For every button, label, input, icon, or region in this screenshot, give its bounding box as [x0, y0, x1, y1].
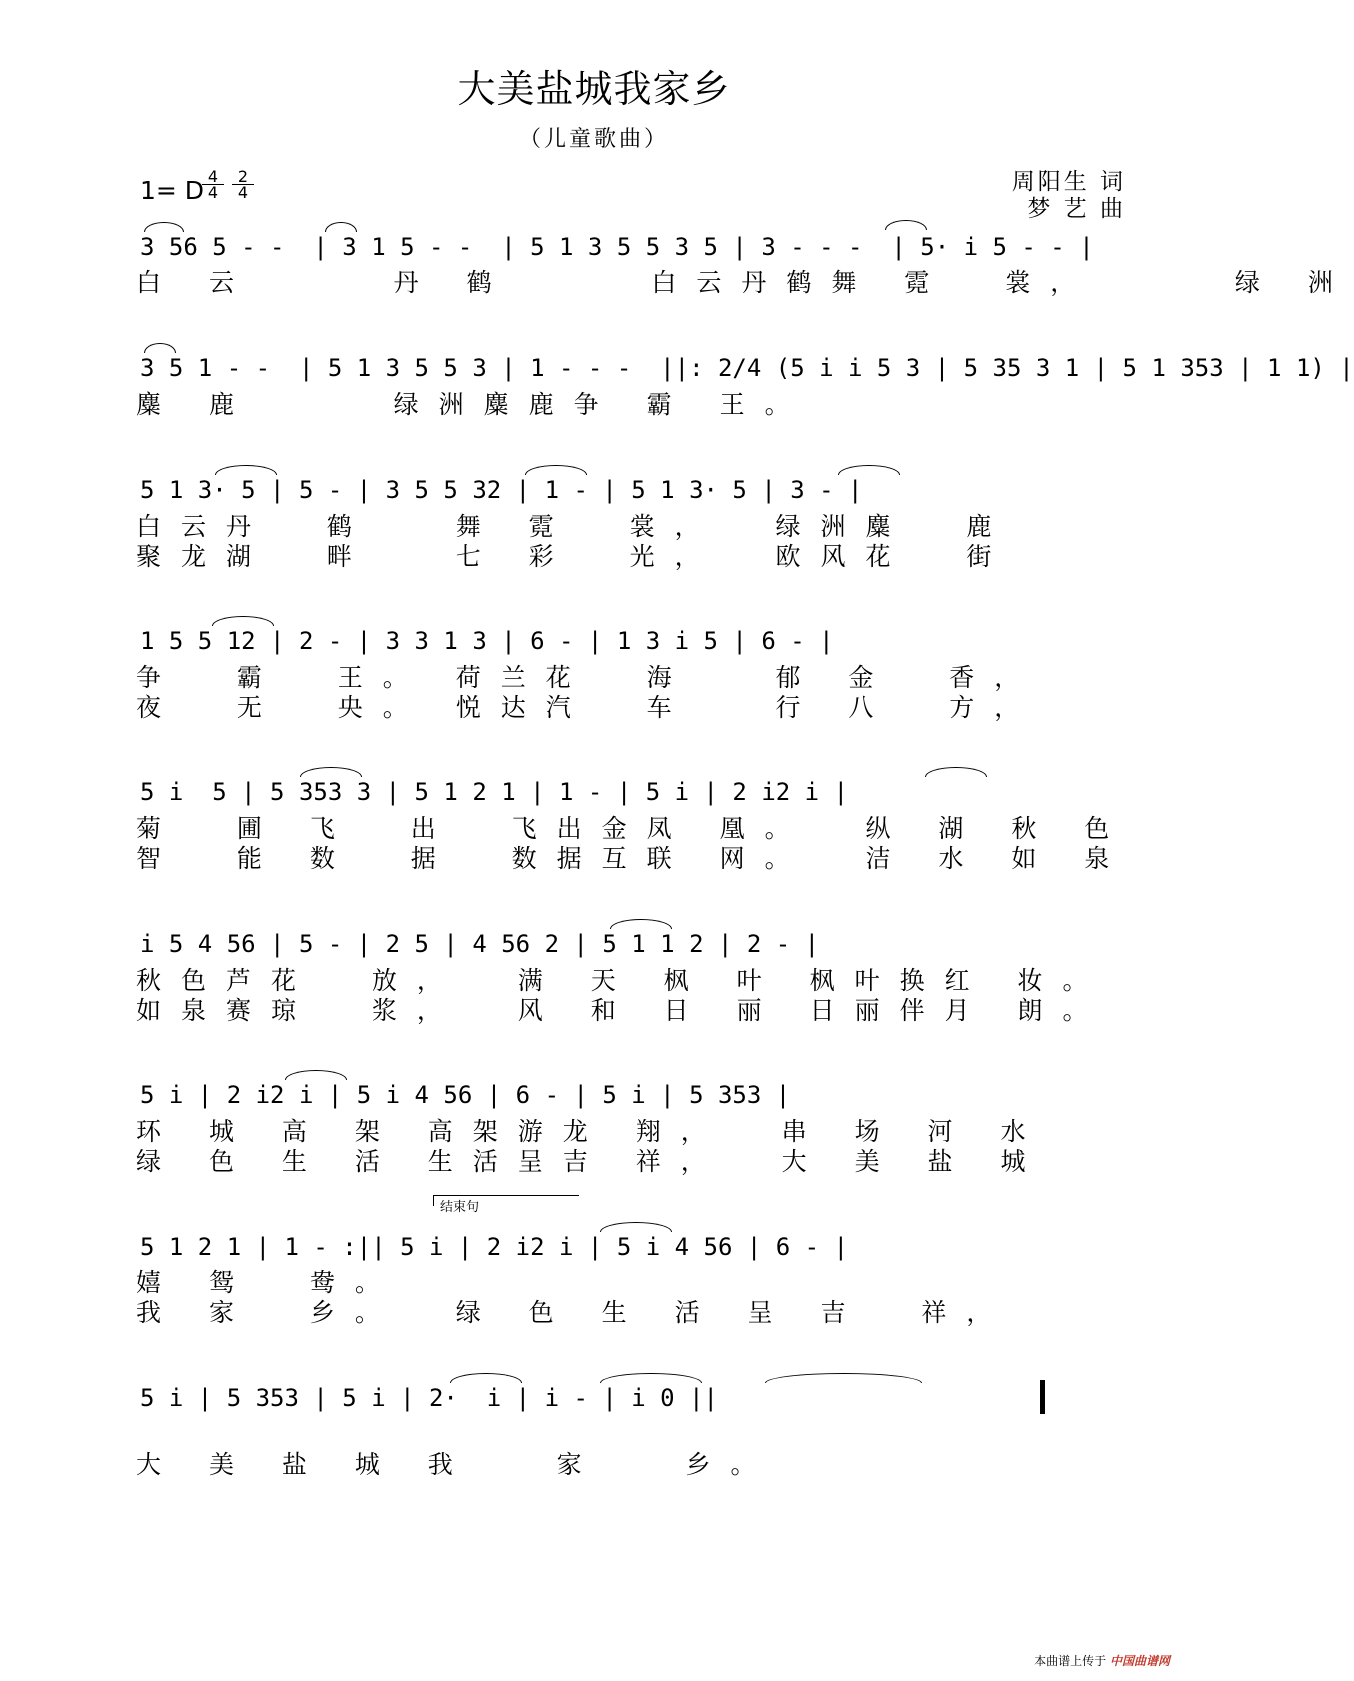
slur	[600, 1222, 672, 1232]
time-signature-2-4: 2 4	[232, 169, 254, 200]
slur	[885, 220, 927, 230]
lyricist-credit: 周阳生 词	[1011, 169, 1126, 195]
lyrics-line-3-verse-2: 聚龙湖 畔 七 彩 光， 欧风花 街	[136, 542, 1012, 571]
lyrics-line-8-verse-1: 嬉 鸳 鸯。	[136, 1268, 400, 1297]
slur	[525, 465, 587, 475]
key-signature: 1= D	[140, 176, 205, 205]
slur	[838, 465, 900, 475]
slur	[212, 616, 274, 626]
lyrics-line-2: 麋 鹿 绿洲麋鹿争 霸 王。	[136, 390, 810, 419]
notation-line-1: 3 56 5 - - | 3 1 5 - - | 5 1 3 5 5 3 5 | 3 - - - | 5· i 5 - - |	[140, 233, 1094, 261]
slur	[765, 1373, 922, 1383]
lyrics-line-7-verse-1: 环 城 高 架 高架游龙 翔， 串 场 河 水	[136, 1117, 1046, 1146]
notation-line-2: 3 5 1 - - | 5 1 3 5 5 3 | 1 - - - ||: 2/4 (5 i i 5 3 | 5 35 3 1 | 5 1 353 | 1 1) |	[140, 354, 1354, 382]
lyrics-line-8-verse-2: 我 家 乡。 绿 色 生 活 呈 吉 祥，	[136, 1298, 1012, 1327]
notation-line-7: 5 i | 2 i2 i | 5 i 4 56 | 6 - | 5 i | 5 353 |	[140, 1081, 791, 1109]
lyrics-line-6-verse-1: 秋色芦花 放， 满 天 枫 叶 枫叶换红 妆。	[136, 966, 1108, 995]
slur	[925, 767, 987, 777]
notation-line-9: 5 i | 5 353 | 5 i | 2· i | i - | i 0 ||	[140, 1384, 718, 1412]
slur	[610, 919, 672, 929]
slur	[215, 465, 277, 475]
lyrics-line-5-verse-1: 菊 圃 飞 出 飞出金凤 凰。 纵 湖 秋 色	[136, 814, 1130, 843]
lyrics-line-5-verse-2: 智 能 数 据 数据互联 网。 洁 水 如 泉	[136, 844, 1130, 873]
lyrics-line-4-verse-2: 夜 无 央。 悦达汽 车 行 八 方，	[136, 693, 1040, 722]
lyrics-line-4-verse-1: 争 霸 王。 荷兰花 海 郁 金 香，	[136, 663, 1040, 692]
slur	[144, 222, 184, 232]
lyrics-line-6-verse-2: 如泉赛琼 浆， 风 和 日 丽 日丽伴月 朗。	[136, 996, 1108, 1025]
page-subtitle: （儿童歌曲）	[518, 127, 669, 152]
notation-line-6: i 5 4 56 | 5 - | 2 5 | 4 56 2 | 5 1 1 2 | 2 - |	[140, 930, 820, 958]
composer-credit: 梦 艺 曲	[1027, 196, 1126, 222]
slur	[450, 1373, 522, 1383]
notation-line-3: 5 1 3· 5 | 5 - | 3 5 5 32 | 1 - | 5 1 3· 5 | 3 - |	[140, 476, 863, 504]
footer-watermark: 本曲谱上传于 中国曲谱网	[1034, 1654, 1170, 1668]
lyrics-line-9: 大 美 盐 城 我 家 乡。	[136, 1450, 776, 1479]
ending-label: 结束句	[440, 1200, 480, 1215]
final-barline	[1040, 1380, 1045, 1414]
lyrics-line-3-verse-1: 白云丹 鹤 舞 霓 裳， 绿洲麋 鹿	[136, 512, 1012, 541]
notation-line-8: 5 1 2 1 | 1 - :|| 5 i | 2 i2 i | 5 i 4 56 | 6 - |	[140, 1233, 849, 1261]
slur	[325, 222, 357, 232]
lyrics-line-7-verse-2: 绿 色 生 活 生活呈吉 祥， 大 美 盐 城	[136, 1147, 1046, 1176]
time-signature-4-4: 4 4	[202, 169, 224, 200]
slur	[144, 343, 176, 353]
page-title: 大美盐城我家乡	[457, 67, 731, 111]
slur	[600, 1373, 702, 1383]
lyrics-line-1: 白 云 丹 鹤 白云丹鹤舞 霓 裳， 绿 洲	[136, 268, 1353, 297]
notation-line-5: 5 i 5 | 5 353 3 | 5 1 2 1 | 1 - | 5 i | 2 i2 i |	[140, 778, 849, 806]
notation-line-4: 1 5 5 12 | 2 - | 3 3 1 3 | 6 - | 1 3 i 5 | 6 - |	[140, 627, 834, 655]
slur	[300, 767, 362, 777]
slur	[285, 1070, 347, 1080]
